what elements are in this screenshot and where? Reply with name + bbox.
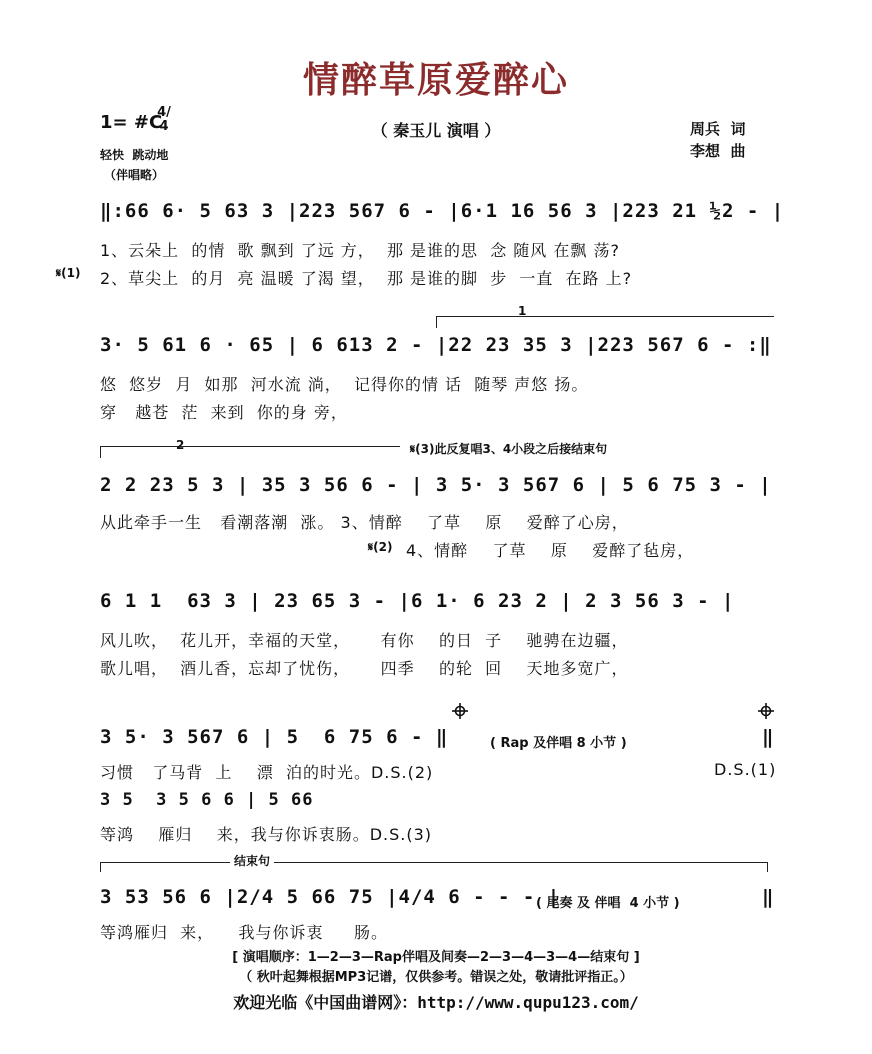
notation-line-6: 3 5 3 5 6 6 | 5 66 [100,790,314,810]
lyric-line-5a: 习惯 了马背 上 漂 泊的时光。D.S.(2) [100,763,434,782]
lyric-line-4b: 歌儿唱， 酒儿香，忘却了忧伤， 四季 的轮 回 天地多宽广， [100,659,629,678]
end-barline-final: ‖ [762,886,775,908]
segno-note-3: 𝄋(3)此反复唱3、4小段之后接结束句 [410,442,608,456]
segno-marker-2: 𝄋(2) [368,540,393,554]
lyric-line-1b: 2、草尖上 的月 亮 温暖 了渴 望， 那 是谁的脚 步 一直 在路 上? [100,269,633,288]
lyric-line-2b: 穿 越苍 茫 来到 你的身 旁， [100,403,348,422]
lyric-line-3b: 4、情醉 了草 原 爱醉了毡房， [406,541,695,560]
notation-line-2: 3· 5 61 6 · 65 | 6 613 2 - |22 23 35 3 |223 567 6 - :‖ [100,334,772,356]
lyricist-credit: 周兵 词 [690,120,746,138]
notation-line-4: 6 1 1 63 3 | 23 65 3 - |6 1· 6 23 2 | 2 3 56 3 - | [100,590,735,612]
lyric-line-4a: 风儿吹， 花儿开，幸福的天堂， 有你 的日 子 驰骋在边疆， [100,631,629,650]
rap-section-label: ( Rap 及伴唱 8 小节 ) [490,736,627,751]
segno-marker-1: 𝄋(1) [56,266,81,280]
song-title: 情醉草原爱醉心 [302,60,569,101]
tempo-marking: 轻快 跳动地 [100,148,169,162]
performance-order: [ 演唱顺序：1—2—3—Rap伴唱及间奏—2—3—4—3—4—结束句 ] [232,950,640,965]
coda-icon [758,703,774,719]
coda-icon [452,703,468,719]
key-signature: 1= #C [100,112,163,133]
notation-line-1: ‖:66 6· 5 63 3 |223 567 6 - |6·1 16 56 3 |223 21 ½2 - | [100,200,785,222]
volta-2-label: 2 [176,438,185,452]
lyric-line-6: 等鸿 雁归 来，我与你诉衷肠。D.S.(3) [100,825,433,844]
end-barline-rap: ‖ [762,726,775,748]
ds1-marker: D.S.(1) [714,760,777,779]
time-signature: 4/4 [157,105,171,134]
site-link[interactable]: 欢迎光临《中国曲谱网》：http://www.qupu123.com/ [233,993,639,1012]
composer-credit: 李想 曲 [690,142,746,160]
notation-line-5: 3 5· 3 567 6 | 5 6 75 6 - ‖ [100,726,449,748]
notation-line-3: 2 2 23 5 3 | 35 3 56 6 - | 3 5· 3 567 6 | 5 6 75 3 - | [100,474,772,496]
notation-line-7: 3 53 56 6 |2/4 5 66 75 |4/4 6 - - - | [100,886,561,908]
volta-1-label: 1 [518,304,527,318]
lyric-line-1a: 1、云朵上 的情 歌 飘到 了远 方， 那 是谁的思 念 随风 在飘 荡? [100,241,620,260]
outro-label: ( 尾奏 及 伴唱 4 小节 ) [536,896,680,911]
ending-label: 结束句 [230,852,274,869]
lyric-line-7: 等鸿雁归 来， 我与你诉衷 肠。 [100,923,388,942]
lyric-line-2a: 悠 悠岁 月 如那 河水流 淌， 记得你的情 话 随琴 声悠 扬。 [100,375,589,394]
singer-credit: （ 秦玉儿 演唱 ） [371,121,501,140]
accompaniment-note: （伴唱略） [104,168,165,182]
lyric-line-3a: 从此牵手一生 看潮落潮 涨。 3、情醉 了草 原 爱醉了心房， [100,513,629,532]
transcription-note: （ 秋叶起舞根据MP3记谱，仅供参考。错误之处，敬请批评指正。） [239,970,633,985]
